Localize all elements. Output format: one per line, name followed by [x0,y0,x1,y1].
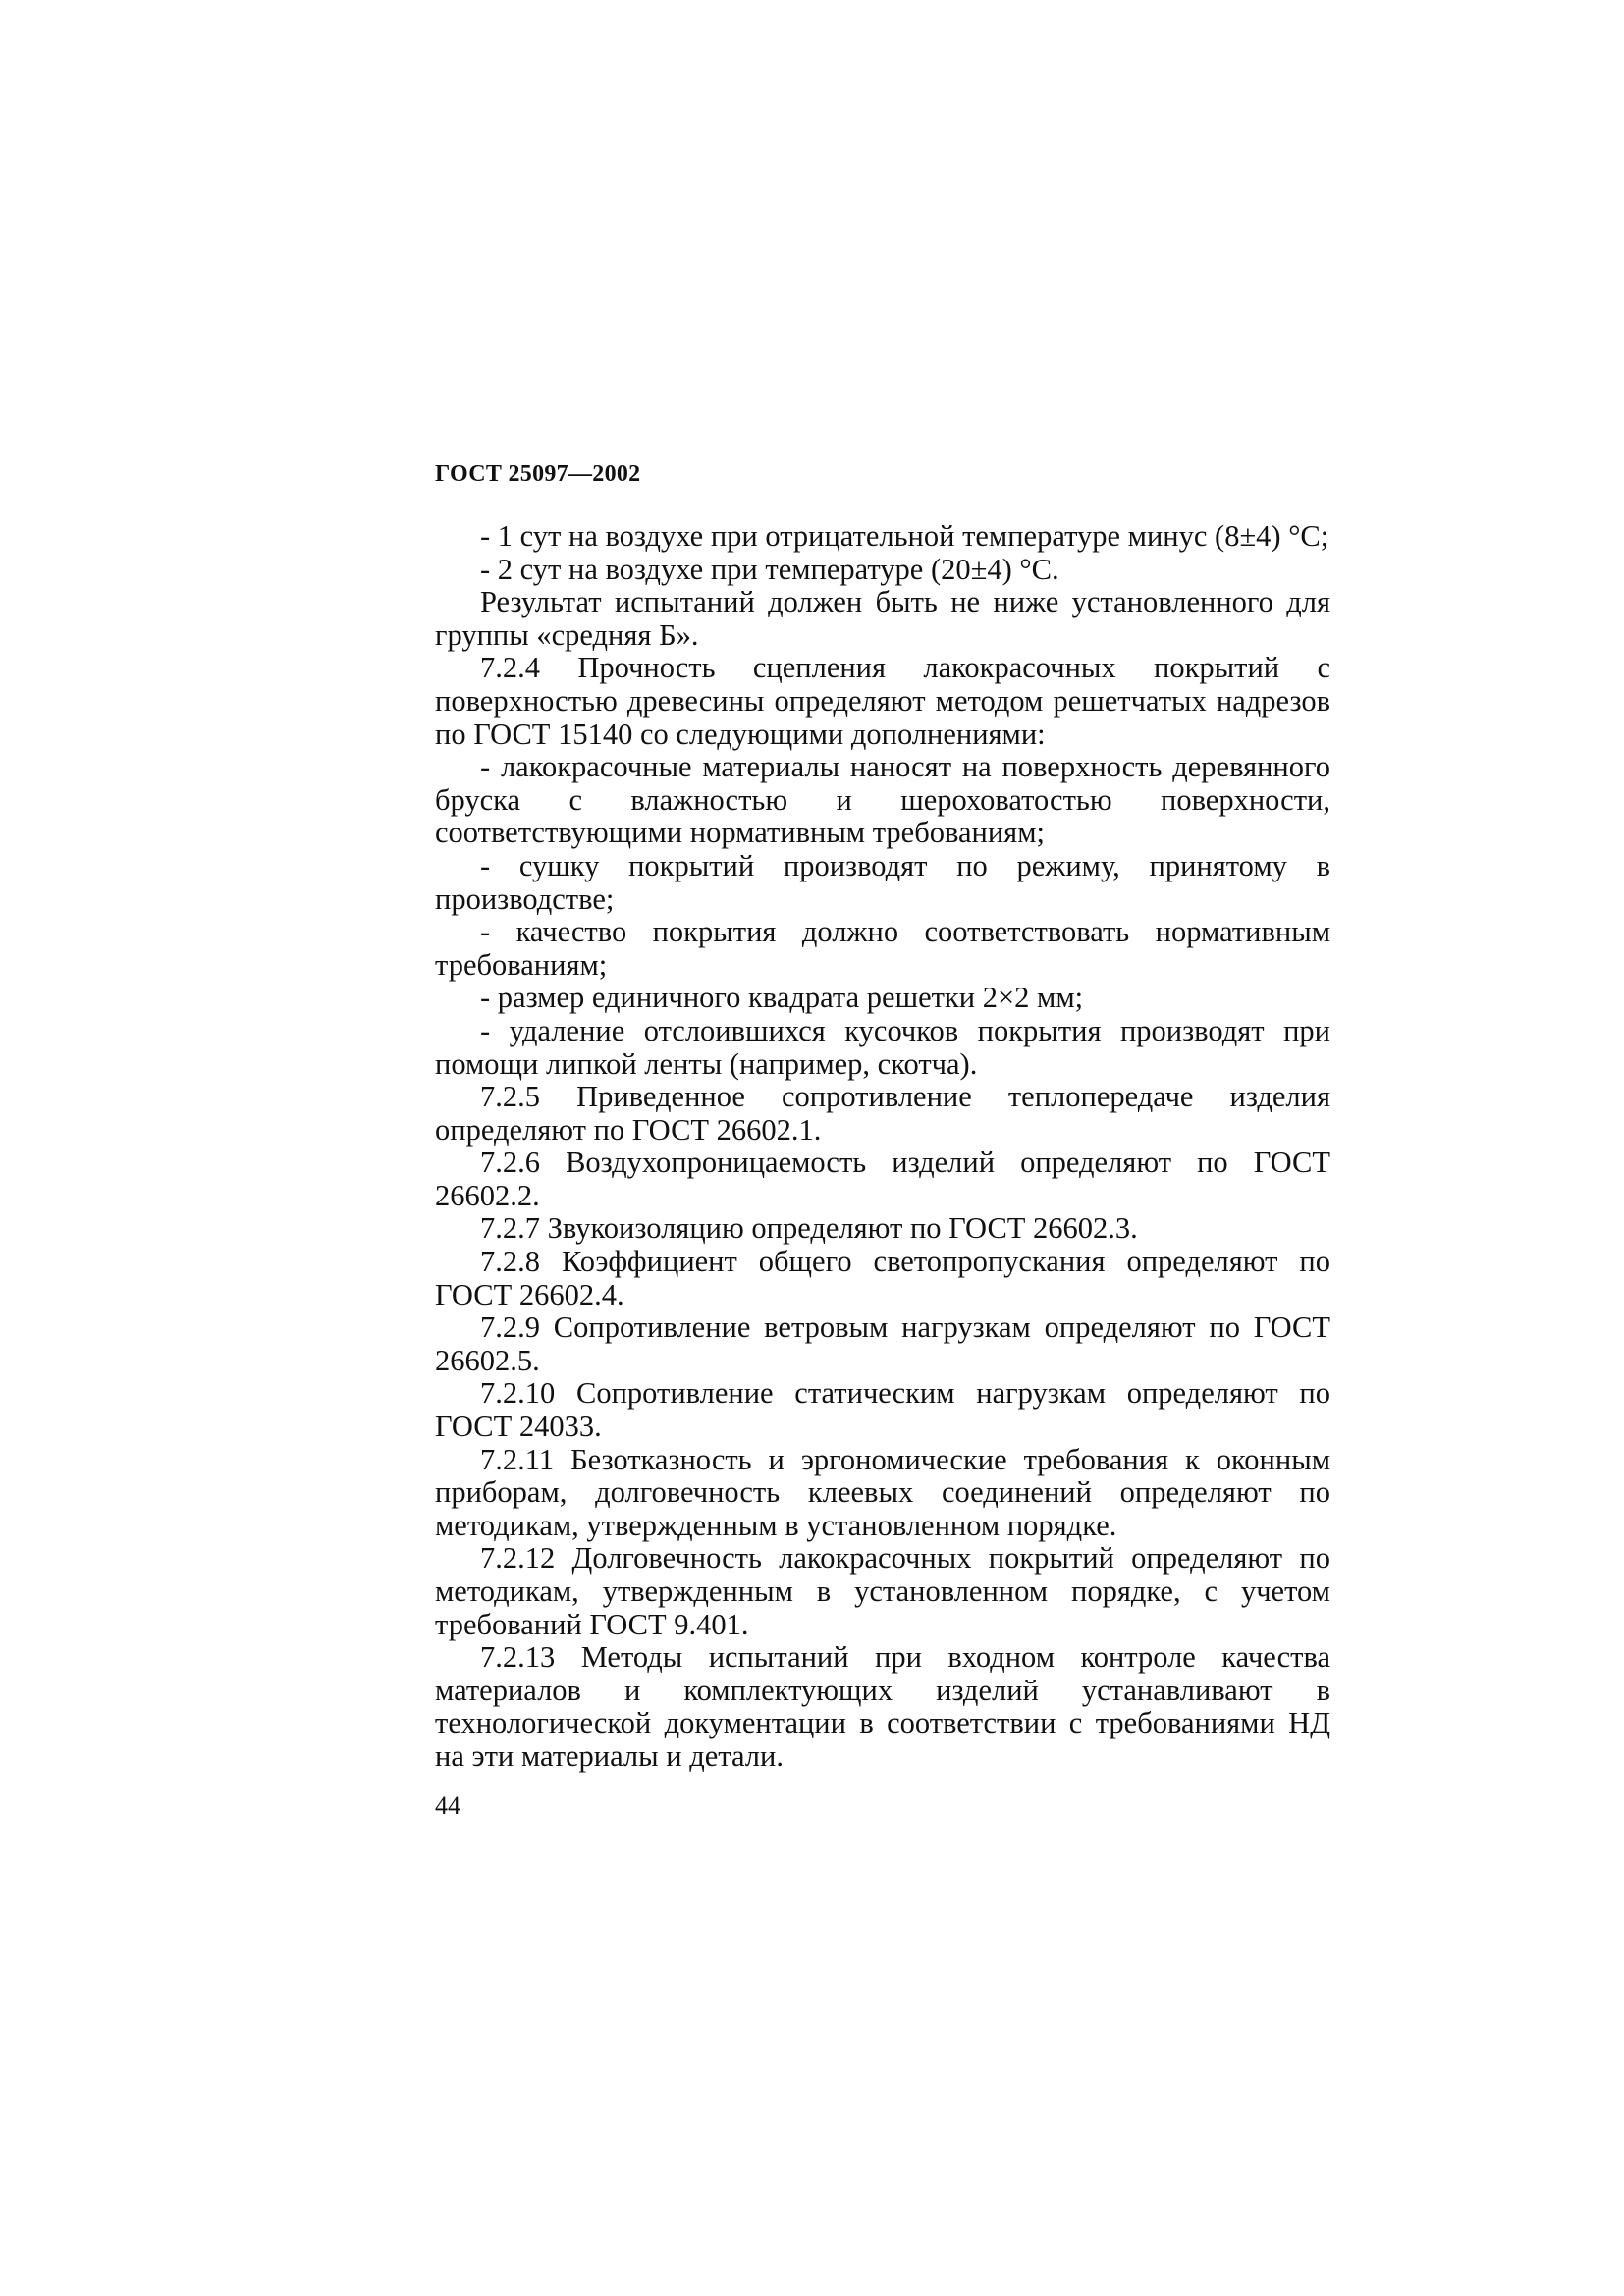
paragraph-7-2-4: 7.2.4 Прочность сцепления лакокрасочных покрытий с поверхностью древесины определяют методом решетчатых надрезов по ГОСТ 15140 со следующими дополнениями: [435,651,1330,751]
paragraph-7-2-6: 7.2.6 Воздухопроницаемость изделий определяют по ГОСТ 26602.2. [435,1146,1330,1212]
paragraph-7-2-13: 7.2.13 Методы испытаний при входном контроле качества материалов и комплектующих изделий устанавливают в технологической документации в соответствии с требованиями НД на эти материалы и детали. [435,1640,1330,1773]
paragraph-7-2-9: 7.2.9 Сопротивление ветровым нагрузкам определяют по ГОСТ 26602.5. [435,1310,1330,1377]
paragraph-1: - 1 сут на воздухе при отрицательной температуре минус (8±4) °С; [480,519,1329,553]
document-header: ГОСТ 25097—2002 [435,461,641,487]
document-body [435,520,1330,1774]
paragraph-7-2-4-item-2: - сушку покрытий производят по режиму, принятому в производстве; [435,848,1330,916]
paragraph-2: - 2 сут на воздухе при температуре (20±4) °С. [480,552,1059,586]
paragraph-7-2-4-item-4: - размер единичного квадрата решетки 2×2 мм; [480,981,1084,1015]
paragraph-7-2-4-item-5: - удаление отслоившихся кусочков покрытия производят при помощи липкой ленты (например, скотча). [435,1013,1330,1081]
paragraph-7-2-12: 7.2.12 Долговечность лакокрасочных покрытий определяют по методикам, утвержденным в установленном порядке, с учетом требований ГОСТ 9.401. [435,1541,1330,1641]
paragraph-7-2-11: 7.2.11 Безотказность и эргономические требования к оконным приборам, долговечность клеевых соединений определяют по методикам, утвержденным в установленном порядке. [435,1442,1330,1542]
paragraph-7-2-5: 7.2.5 Приведенное сопротивление теплопередаче изделия определяют по ГОСТ 26602.1. [435,1080,1330,1147]
paragraph-7-2-4-item-1: - лакокрасочные материалы наносят на поверхность деревянного бруска с влажностью и шероховатостью поверхности, соответствующими нормативным требованиям; [435,750,1330,850]
paragraph-7-2-7: 7.2.7 Звукоизоляцию определяют по ГОСТ 26602.3. [480,1211,1138,1246]
paragraph-7-2-4-item-3: - качество покрытия должно соответствовать нормативным требованиям; [435,915,1330,982]
paragraph-7-2-10: 7.2.10 Сопротивление статическим нагрузкам определяют по ГОСТ 24033. [435,1376,1330,1444]
paragraph-3: Результат испытаний должен быть не ниже установленного для группы «средняя Б». [435,585,1330,652]
paragraph-7-2-8: 7.2.8 Коэффициент общего светопропускания определяют по ГОСТ 26602.4. [435,1245,1330,1311]
page-number: 44 [435,1791,460,1820]
